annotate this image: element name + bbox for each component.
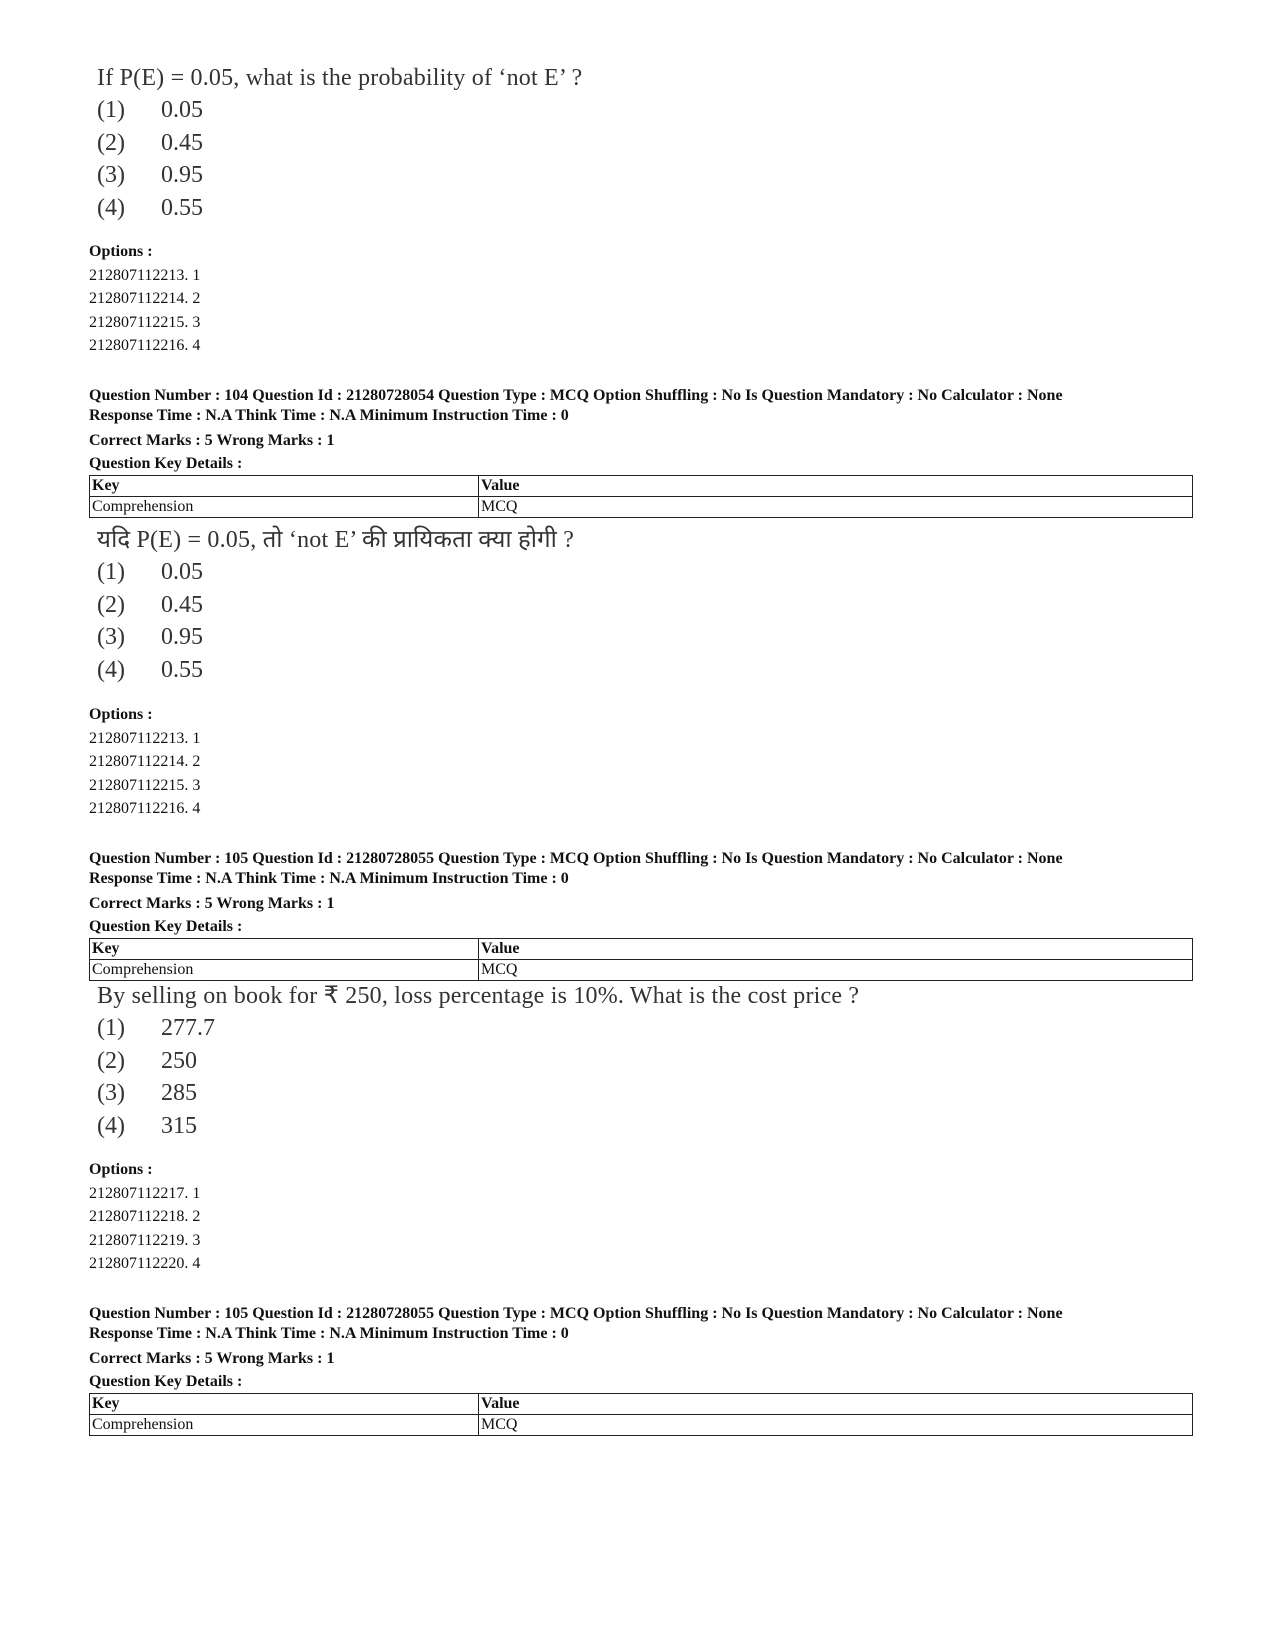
marks-line: Correct Marks : 5 Wrong Marks : 1 xyxy=(89,895,335,912)
question-meta-line: Question Number : 105 Question Id : 21280728055 Question Type : MCQ Option Shuffling : No Is Question Mandatory : No Calculator : None xyxy=(89,1305,1063,1322)
table-row xyxy=(90,497,1193,518)
choice-value: 0.55 xyxy=(161,194,203,221)
question-meta-line: Question Number : 104 Question Id : 21280728054 Question Type : MCQ Option Shuffling : No Is Question Mandatory : No Calculator : None xyxy=(89,387,1063,404)
key-details-heading: Question Key Details : xyxy=(89,455,243,472)
choice-row xyxy=(97,621,574,654)
choice-value: 0.55 xyxy=(161,656,203,683)
choice-row xyxy=(97,1045,859,1078)
value-cell: MCQ xyxy=(479,497,1193,518)
choice-value: 277.7 xyxy=(161,1015,215,1041)
question-meta-1 xyxy=(89,386,1063,475)
value-header: Value xyxy=(479,1394,1193,1415)
choice-value: 0.95 xyxy=(161,624,203,650)
response-time-line: Response Time : N.A Think Time : N.A Minimum Instruction Time : 0 xyxy=(89,870,569,887)
question-text: By selling on book for ₹ 250, loss percentage is 10%. What is the cost price ? xyxy=(97,983,860,1009)
choice-value: 285 xyxy=(161,1080,197,1106)
question-meta-line: Question Number : 105 Question Id : 21280728055 Question Type : MCQ Option Shuffling : No Is Question Mandatory : No Calculator : None xyxy=(89,850,1063,867)
options-label: Options : xyxy=(89,1161,153,1178)
choice-value: 0.45 xyxy=(161,591,203,618)
table-row xyxy=(90,1415,1193,1436)
option-id: 212807112220. 4 xyxy=(89,1255,201,1272)
option-id: 212807112215. 3 xyxy=(89,776,201,794)
choice-row xyxy=(97,127,582,160)
option-id: 212807112219. 3 xyxy=(89,1231,201,1249)
marks-line: Correct Marks : 5 Wrong Marks : 1 xyxy=(89,1350,335,1367)
key-details-heading: Question Key Details : xyxy=(89,918,243,935)
choice-row xyxy=(97,192,582,225)
value-cell: MCQ xyxy=(479,1415,1193,1436)
choice-row xyxy=(97,1077,859,1110)
options-label: Options : xyxy=(89,243,153,260)
choice-row xyxy=(97,556,574,589)
choice-row xyxy=(97,94,582,127)
choice-value: 250 xyxy=(161,1047,197,1074)
choice-row xyxy=(97,1110,859,1143)
option-id: 212807112216. 4 xyxy=(89,800,201,817)
option-id: 212807112218. 2 xyxy=(89,1208,201,1225)
key-header: Key xyxy=(90,939,479,960)
option-id: 212807112217. 1 xyxy=(89,1184,201,1202)
options-list-1 xyxy=(89,240,200,358)
choice-number: (1) xyxy=(97,1015,125,1041)
option-id: 212807112213. 1 xyxy=(89,729,201,747)
table-header-row xyxy=(90,476,1193,497)
choice-row xyxy=(97,1012,859,1045)
choice-number: (4) xyxy=(97,656,125,683)
option-id: 212807112214. 2 xyxy=(89,290,201,307)
question-text: If P(E) = 0.05, what is the probability of ‘not E’ ? xyxy=(97,65,583,91)
response-time-line: Response Time : N.A Think Time : N.A Minimum Instruction Time : 0 xyxy=(89,1325,569,1342)
key-header: Key xyxy=(90,476,479,497)
choice-value: 0.95 xyxy=(161,162,203,188)
option-id: 212807112213. 1 xyxy=(89,266,201,284)
key-details-table-2 xyxy=(89,938,1193,981)
question-text: यदि P(E) = 0.05, तो ‘not E’ की प्रायिकता क्या होगी ? xyxy=(97,527,575,553)
choice-number: (2) xyxy=(97,591,125,618)
key-cell: Comprehension xyxy=(90,1415,479,1436)
choice-value: 315 xyxy=(161,1112,197,1139)
choice-value: 0.05 xyxy=(161,559,203,585)
choice-number: (4) xyxy=(97,1112,125,1139)
choice-number: (3) xyxy=(97,162,125,188)
value-cell: MCQ xyxy=(479,960,1193,981)
value-header: Value xyxy=(479,476,1193,497)
choice-row xyxy=(97,589,574,622)
choice-number: (3) xyxy=(97,624,125,650)
option-id: 212807112215. 3 xyxy=(89,313,201,331)
marks-line: Correct Marks : 5 Wrong Marks : 1 xyxy=(89,432,335,449)
key-details-table-1 xyxy=(89,475,1193,518)
choice-row xyxy=(97,159,582,192)
option-id: 212807112216. 4 xyxy=(89,337,201,354)
choice-number: (2) xyxy=(97,1047,125,1074)
choice-value: 0.45 xyxy=(161,129,203,156)
choice-number: (2) xyxy=(97,129,125,156)
option-id: 212807112214. 2 xyxy=(89,753,201,770)
choice-value: 0.05 xyxy=(161,97,203,123)
question-image-2 xyxy=(97,524,574,686)
options-list-2 xyxy=(89,703,200,821)
key-details-heading: Question Key Details : xyxy=(89,1373,243,1390)
key-header: Key xyxy=(90,1394,479,1415)
key-details-table-3 xyxy=(89,1393,1193,1436)
key-cell: Comprehension xyxy=(90,497,479,518)
value-header: Value xyxy=(479,939,1193,960)
options-list-3 xyxy=(89,1158,200,1276)
question-image-3 xyxy=(97,980,859,1142)
table-header-row xyxy=(90,1394,1193,1415)
response-time-line: Response Time : N.A Think Time : N.A Minimum Instruction Time : 0 xyxy=(89,407,569,424)
options-label: Options : xyxy=(89,706,153,723)
question-image-1 xyxy=(97,62,582,224)
choice-number: (1) xyxy=(97,559,125,585)
table-row xyxy=(90,960,1193,981)
question-meta-2 xyxy=(89,849,1063,938)
choice-number: (4) xyxy=(97,194,125,221)
table-header-row xyxy=(90,939,1193,960)
question-meta-3 xyxy=(89,1304,1063,1393)
choice-number: (1) xyxy=(97,97,125,123)
choice-row xyxy=(97,654,574,687)
choice-number: (3) xyxy=(97,1080,125,1106)
key-cell: Comprehension xyxy=(90,960,479,981)
